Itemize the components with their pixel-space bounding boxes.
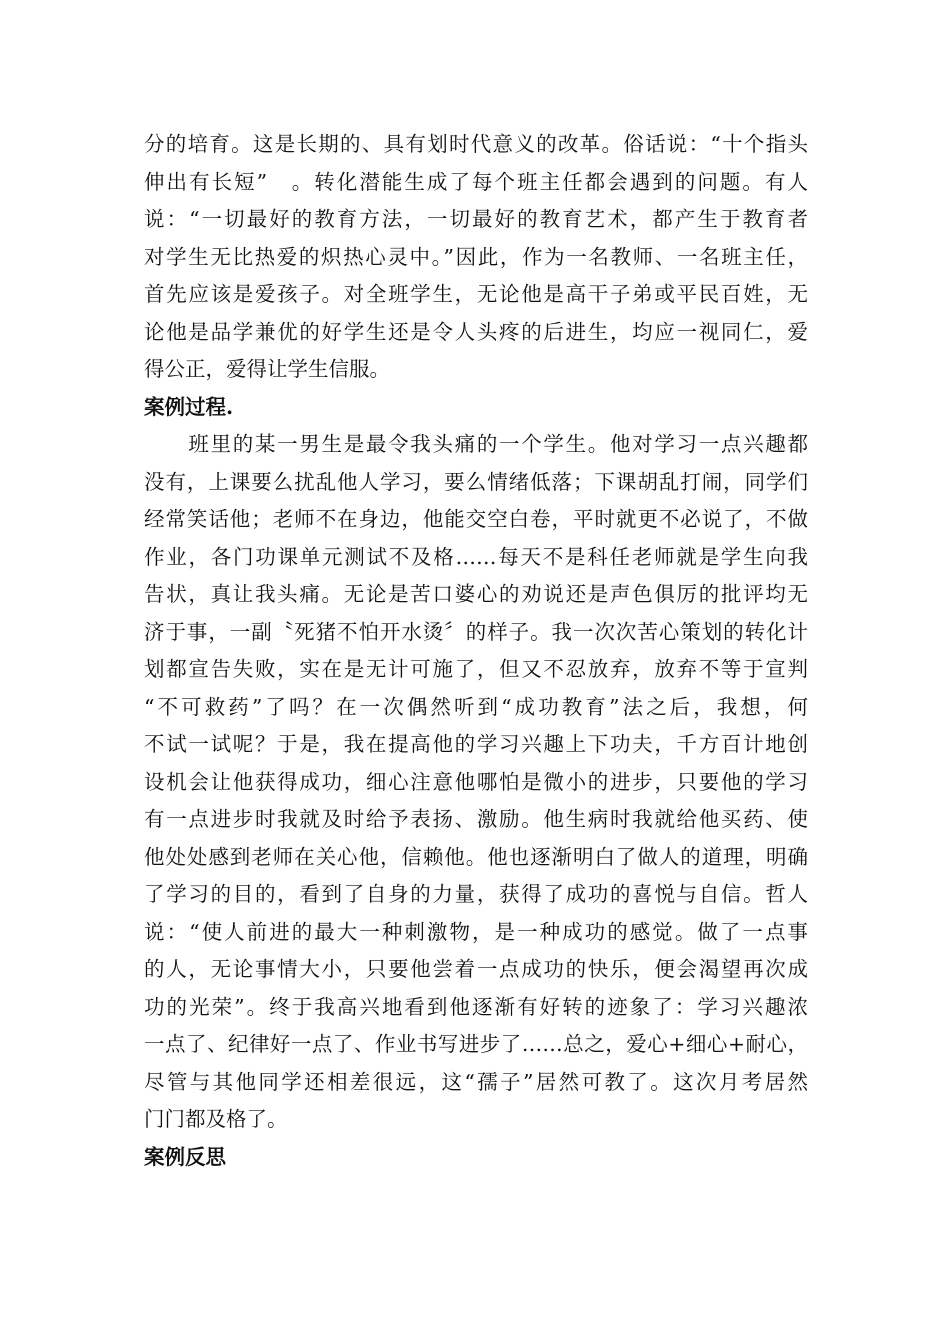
text-line: 告状，真让我头痛。无论是苦口婆心的劝说还是声色俱厉的批评均无 [144, 582, 808, 606]
text-line: 门门都及格了。 [144, 1107, 288, 1131]
process-paragraph [144, 426, 808, 1139]
text-line: 一点了、纪律好一点了、作业书写进步了……总之，爱心+细心+耐心， [144, 1032, 808, 1056]
text-line: 济于事，一副〝死猪不怕开水烫〞的样子。我一次次苦心策划的转化计 [144, 619, 808, 644]
intro-paragraph [144, 126, 808, 389]
text-line: 了学习的目的，看到了自身的力量，获得了成功的喜悦与自信。哲人 [144, 882, 808, 906]
text-line: 首先应该是爱孩子。对全班学生，无论他是高干子弟或平民百姓，无 [144, 282, 808, 306]
text-line: 没有，上课要么扰乱他人学习，要么情绪低落；下课胡乱打闹，同学们 [144, 469, 808, 494]
text-line: 的人，无论事情大小，只要他尝着一点成功的快乐，便会渴望再次成 [144, 957, 808, 981]
text-line: 他处处感到老师在关心他，信赖他。他也逐渐明白了做人的道理，明确 [144, 844, 808, 869]
text-line: 作业，各门功课单元测试不及格……每天不是科任老师就是学生向我 [144, 544, 808, 569]
text-line: 得公正，爱得让学生信服。 [144, 357, 390, 381]
text-line: 论他是品学兼优的好学生还是令人头疼的后进生，均应一视同仁，爱 [144, 319, 808, 344]
text-line: 尽管与其他同学还相差很远，这“孺子”居然可教了。这次月考居然 [144, 1069, 808, 1094]
text-line: “不可救药”了吗？在一次偶然听到“成功教育”法之后，我想，何 [144, 694, 808, 719]
text-line: 有一点进步时我就及时给予表扬、激励。他生病时我就给他买药、使 [144, 807, 808, 831]
text-line: 设机会让他获得成功，细心注意他哪怕是微小的进步，只要他的学习 [144, 769, 808, 794]
text-line: 伸出有长短” 。转化潜能生成了每个班主任都会遇到的问题。有人 [144, 169, 808, 194]
section-heading-process: 案例过程. [144, 394, 234, 419]
text-line: 说：“一切最好的教育方法，一切最好的教育艺术，都产生于教育者 [144, 207, 808, 231]
text-line: 功的光荣”。终于我高兴地看到他逐渐有好转的迹象了：学习兴趣浓 [144, 994, 808, 1019]
text-line: 对学生无比热爱的炽热心灵中。”因此，作为一名教师、一名班主任， [144, 244, 808, 269]
text-line: 班里的某一男生是最令我头痛的一个学生。他对学习一点兴趣都 [144, 432, 808, 456]
document-page [144, 126, 808, 1176]
text-line: 经常笑话他；老师不在身边，他能交空白卷，平时就更不必说了，不做 [144, 507, 808, 531]
section-heading-reflection: 案例反思 [144, 1144, 226, 1169]
text-line: 分的培育。这是长期的、具有划时代意义的改革。俗话说：“十个指头 [144, 132, 808, 156]
text-line: 划都宣告失败，实在是无计可施了，但又不忍放弃，放弃不等于宣判 [144, 657, 808, 681]
text-line: 不试一试呢？于是，我在提高他的学习兴趣上下功夫，千方百计地创 [144, 732, 808, 756]
text-line: 说：“使人前进的最大一种刺激物，是一种成功的感觉。做了一点事 [144, 919, 808, 944]
